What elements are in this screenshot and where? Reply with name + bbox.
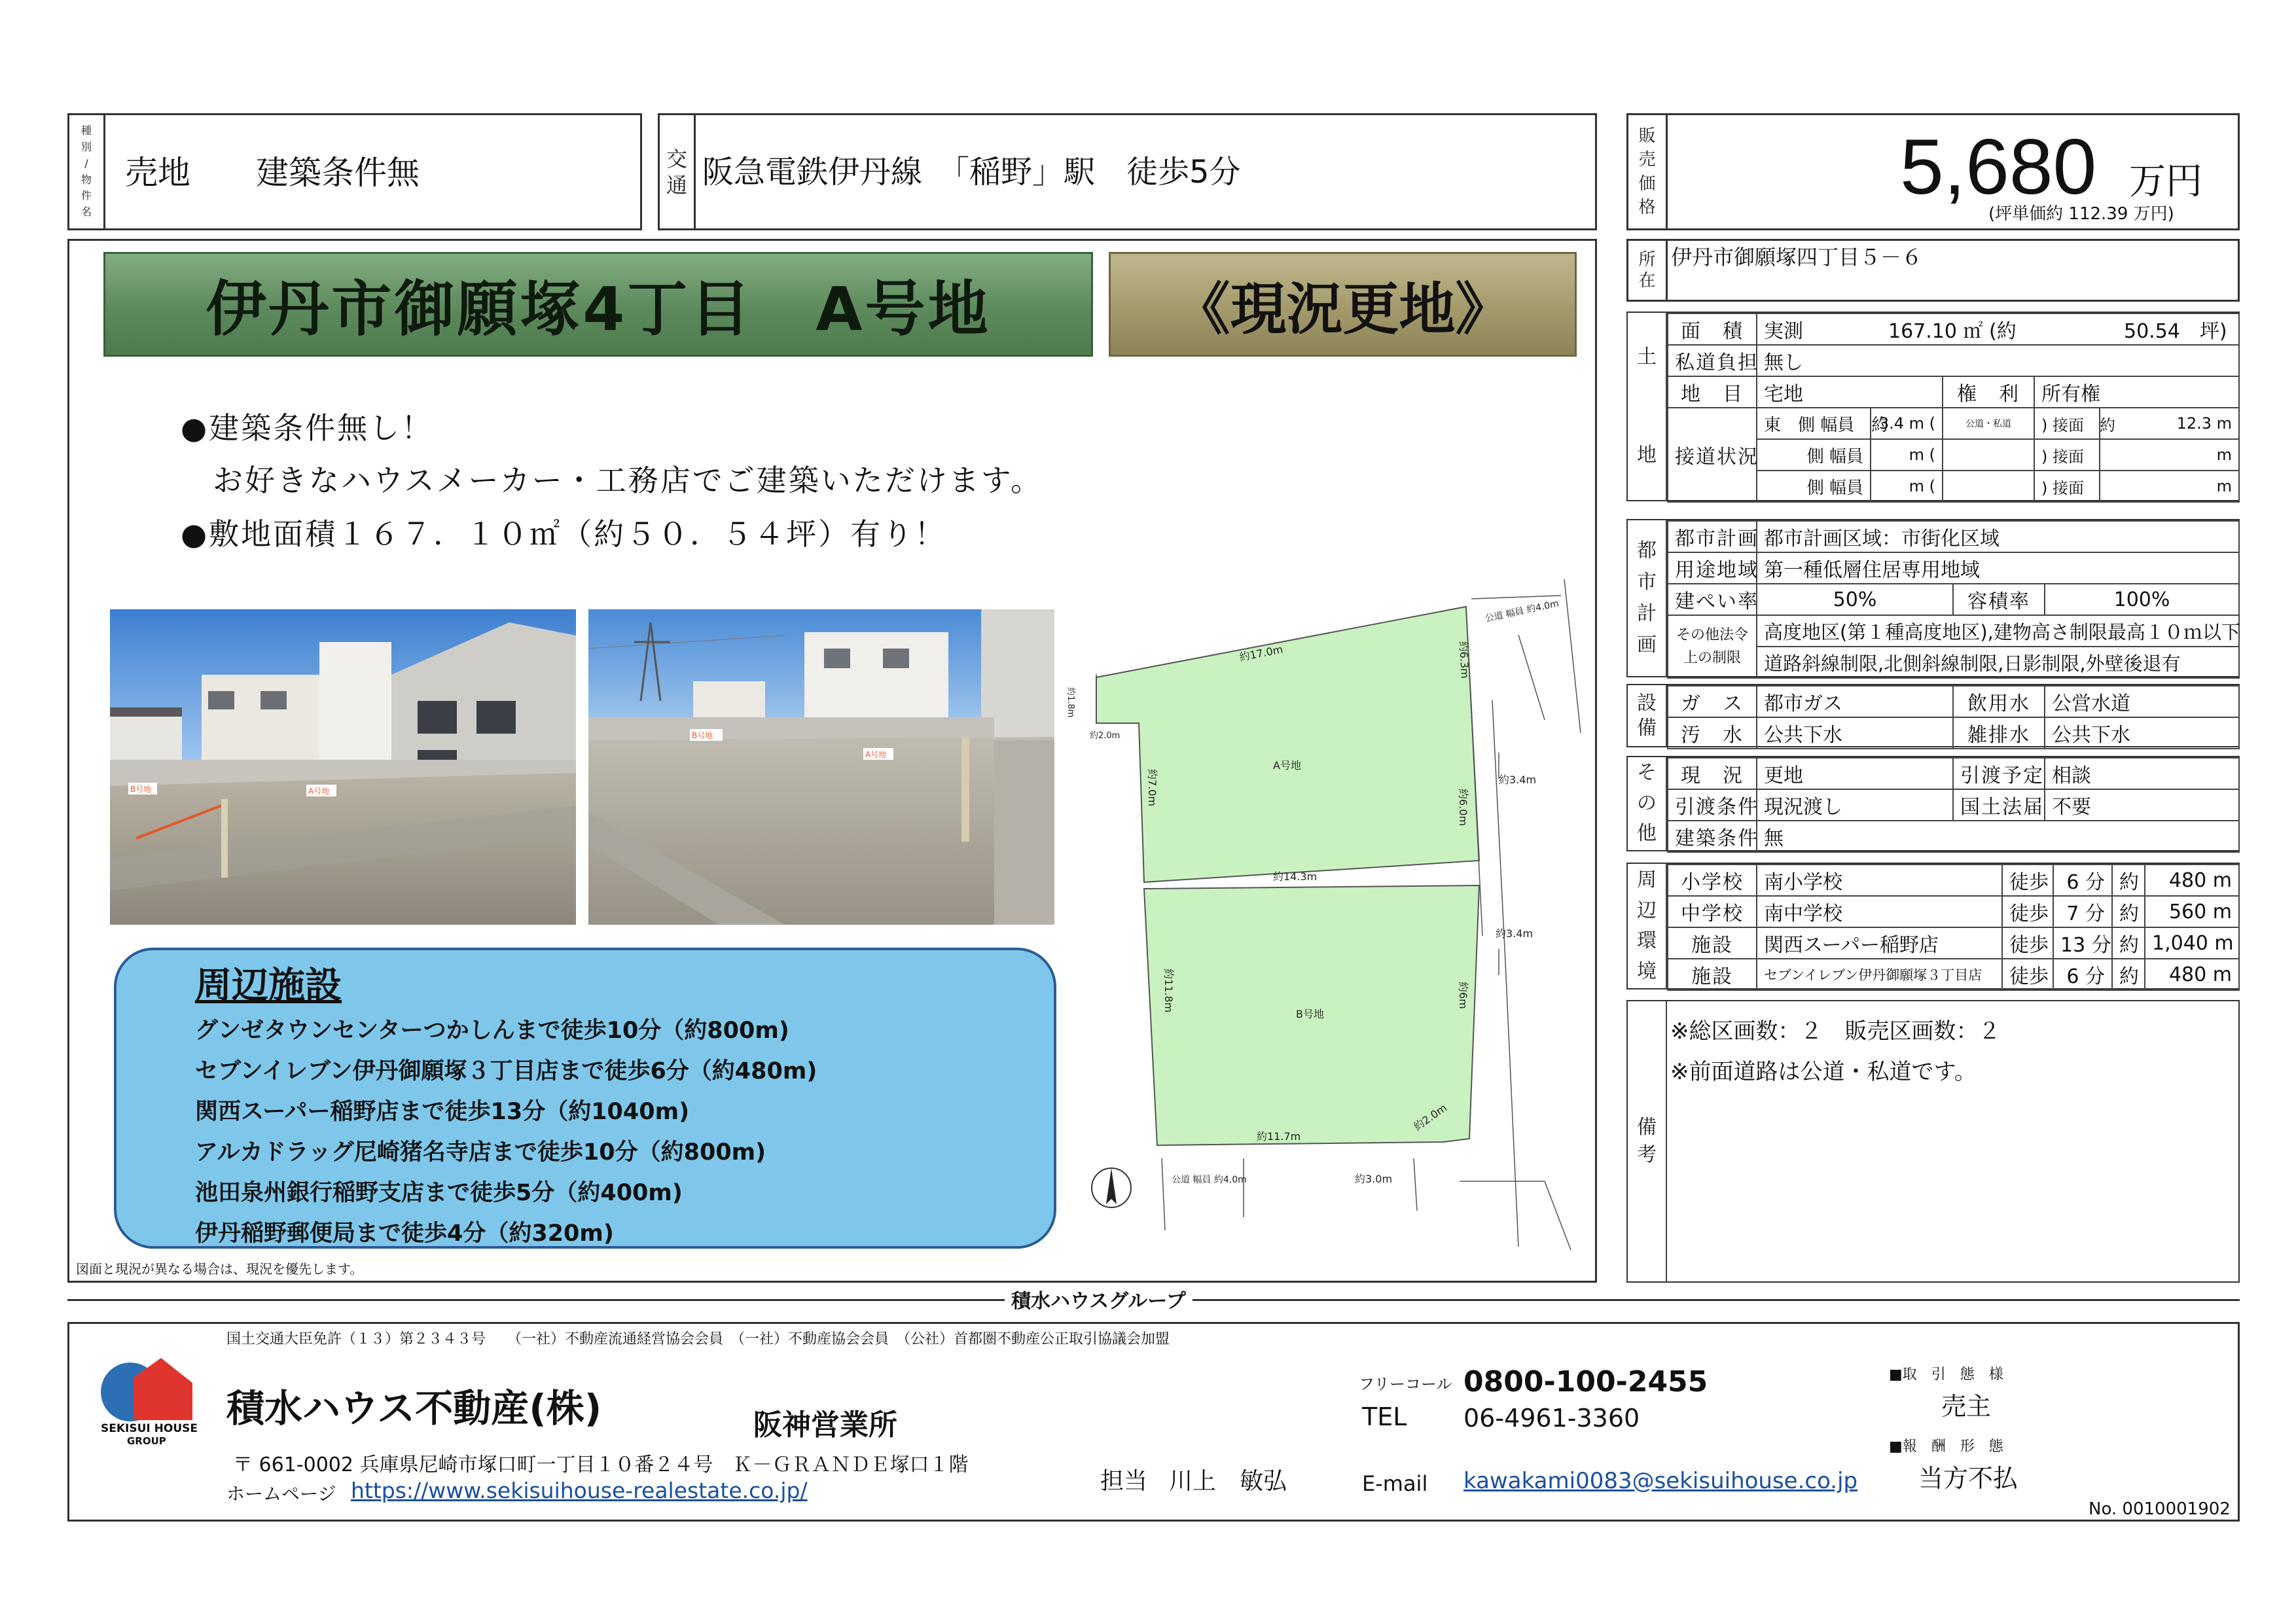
- env-min: 6 分: [2053, 865, 2112, 896]
- plan-road-bottom: 公道 幅員 約4.0m: [1172, 1175, 1247, 1185]
- remarks-line-2: ※前面道路は公道・私道です。: [1670, 1059, 1977, 1085]
- facility-item: アルカドラッグ尼崎猪名寺店まで徒歩10分（約800m): [195, 1139, 766, 1166]
- access-dir: 東 側 幅員 約: [1757, 408, 1871, 439]
- sekisui-house-logo-icon: [94, 1358, 199, 1423]
- site-plan: [1047, 569, 1590, 1257]
- transport-value: 阪急電鉄伊丹線 「稲野」駅 徒歩5分: [702, 154, 1241, 190]
- env-name: セブンイレブン伊丹御願塚３丁目店: [1757, 959, 2002, 990]
- email-label: E-mail: [1362, 1471, 1428, 1496]
- status-value: 更地: [1757, 758, 1953, 789]
- gas-label: ガ ス: [1668, 686, 1757, 717]
- plan-dim-step-h: 約2.0m: [1090, 731, 1121, 741]
- site-photo-right: [588, 609, 1054, 925]
- land-section-label: 土 地: [1628, 313, 1667, 500]
- access-width: m (: [1871, 439, 1943, 471]
- env-type: 中学校: [1668, 896, 1757, 927]
- access-len: m: [2100, 471, 2239, 502]
- env-type: 施設: [1668, 959, 1757, 990]
- env-name: 南中学校: [1757, 896, 2002, 927]
- price-value: 5,680: [1900, 123, 2097, 211]
- category-value: 宅地: [1757, 376, 1943, 408]
- drain-value: 公共下水: [2045, 717, 2239, 749]
- env-dist: 560 m: [2145, 896, 2239, 927]
- person-label: 担当: [1100, 1468, 1148, 1495]
- freecall-label: フリーコール: [1359, 1375, 1452, 1393]
- drain-label: 雑排水: [1953, 717, 2045, 749]
- handover-cond-value: 現況渡し: [1757, 789, 1953, 821]
- facility-item: セブンイレブン伊丹御願塚３丁目店まで徒歩6分（約480m): [195, 1058, 817, 1084]
- location-value: 伊丹市御願塚四丁目５－６: [1671, 245, 1923, 270]
- env-walk: 徒歩: [2002, 959, 2053, 990]
- banner-title: 伊丹市御願塚4丁目 A号地: [103, 252, 1093, 357]
- trade-value: 売主: [1941, 1392, 1992, 1421]
- access-dir: 側 幅員: [1757, 439, 1871, 471]
- facility-item: 関西スーパー稲野店まで徒歩13分（約1040m): [195, 1099, 690, 1125]
- highlight-1: ●建築条件無し！: [181, 410, 434, 446]
- city-plan-label: 都市計画: [1668, 521, 1757, 552]
- trade-label: ■取 引 態 様: [1889, 1366, 2003, 1383]
- other-section-label: そ の 他: [1628, 757, 1667, 850]
- env-walk: 徒歩: [2002, 865, 2053, 896]
- other-table: [1667, 757, 2240, 853]
- env-type: 小学校: [1668, 865, 1757, 896]
- company-name: 積水ハウス不動産(株): [226, 1386, 602, 1431]
- disclaimer: 図面と現況が異なる場合は、現況を優先します。: [76, 1261, 363, 1277]
- water-label: 飲用水: [1953, 686, 2045, 717]
- group-name: 積水ハウスグループ: [1005, 1285, 1193, 1313]
- env-approx: 約: [2112, 865, 2145, 896]
- facilities-title: 周辺施設: [195, 965, 342, 1007]
- planning-table: [1667, 520, 2240, 679]
- environment-table: [1667, 864, 2240, 991]
- remarks-line-1: ※総区画数：２ 販売区画数：２: [1670, 1018, 2001, 1044]
- plan-dim-left-b: 約11.8m: [1162, 969, 1175, 1013]
- plan-dim-right-b: 約6m: [1457, 982, 1469, 1009]
- plan-lot-b-label: B号地: [1296, 1008, 1324, 1020]
- photo-right-label-b: B号地: [692, 731, 713, 740]
- price-per-tsubo: (坪単価約 112.39 万円): [1988, 204, 2174, 224]
- person-name: 川上 敏弘: [1169, 1468, 1287, 1495]
- banner-status: 《現況更地》: [1109, 252, 1577, 357]
- plan-dim-bottom: 約11.7m: [1257, 1130, 1301, 1143]
- transport-label: 交 通: [660, 115, 696, 228]
- other-law-value-2: 道路斜線制限,北側斜線制限,日影制限,外壁後退有: [1757, 647, 2239, 678]
- location-box: [1626, 239, 2240, 302]
- transport-box: [658, 113, 1597, 230]
- land-section: [1626, 312, 2240, 501]
- far-value: 100%: [2045, 584, 2239, 615]
- sewage-value: 公共下水: [1757, 717, 1953, 749]
- kind-value: 売地 建築条件無: [125, 154, 420, 192]
- plan-dim-right-a: 約6.3m: [1457, 641, 1471, 679]
- plan-dim-corner: 約2.0m: [1411, 1101, 1450, 1133]
- env-dist: 1,040 m: [2145, 927, 2239, 959]
- area-label: 面 積: [1668, 313, 1757, 345]
- other-law-value-1: 高度地区(第１種高度地区),建物高さ制限最高１０ｍ以下: [1757, 615, 2239, 647]
- north-arrow-icon: [1106, 1168, 1117, 1204]
- env-min: 13 分: [2053, 927, 2112, 959]
- plan-dim-step-v: 約1.8m: [1066, 687, 1075, 718]
- area-tsubo: 50.54 坪): [2124, 320, 2227, 343]
- company-box: [67, 1322, 2240, 1522]
- highlight-3: ●敷地面積１６７．１０㎡（約５０．５４坪）有り！: [181, 516, 947, 552]
- build-cond-value: 無: [1757, 821, 2239, 852]
- kind-box: [67, 113, 642, 230]
- plan-dim-side-road2: 約3.4m: [1496, 927, 1534, 940]
- env-name: 関西スーパー稲野店: [1757, 927, 2002, 959]
- category-label: 地 目: [1668, 376, 1757, 408]
- logo-text: SEKISUI HOUSE: [101, 1422, 198, 1435]
- utilities-section-label: 設 備: [1628, 685, 1667, 746]
- plan-dim-middle: 約14.3m: [1273, 870, 1318, 883]
- access-contact: ) 接面 約: [2034, 408, 2100, 439]
- access-dir: 側 幅員: [1757, 471, 1871, 502]
- kind-label: 種 別 / 物 件 名: [69, 115, 105, 228]
- handover-value: 相談: [2045, 758, 2239, 789]
- other-section: [1626, 756, 2240, 851]
- document-number: No. 0010001902: [2089, 1499, 2231, 1519]
- private-road-value: 無し: [1757, 345, 2239, 376]
- zone-value: 第一種低層住居専用地域: [1757, 552, 2239, 584]
- bcr-label: 建ぺい率: [1668, 584, 1757, 615]
- access-label: 接道状況: [1668, 408, 1757, 502]
- env-type: 施設: [1668, 927, 1757, 959]
- far-label: 容積率: [1953, 584, 2045, 615]
- highlight-2: お好きなハウスメーカー・工務店でご建築いただけます。: [181, 463, 1043, 498]
- email-link[interactable]: kawakami0083@sekisuihouse.co.jp: [1463, 1468, 1858, 1494]
- freecall-number[interactable]: 0800-100-2455: [1463, 1365, 1708, 1399]
- access-kind: [1943, 439, 2034, 471]
- license-text: 国土交通大臣免許（１３）第２３４３号 （一社）不動産流通経営協会会員 （一社）不動産協会会員 （公社）首都圏不動産公正取引協議会加盟: [226, 1331, 1170, 1347]
- plan-dim-top: 約17.0m: [1238, 643, 1284, 664]
- handover-cond-label: 引渡条件: [1668, 789, 1757, 821]
- access-len: m: [2100, 439, 2239, 471]
- price-box: [1626, 113, 2240, 230]
- plan-dim-side-road1: 約3.4m: [1499, 774, 1537, 786]
- facilities-box: [114, 948, 1056, 1249]
- access-contact: ) 接面: [2034, 471, 2100, 502]
- tel-number[interactable]: 06-4961-3360: [1463, 1404, 1640, 1433]
- handover-label: 引渡予定: [1953, 758, 2045, 789]
- price-unit: 万円: [2129, 160, 2202, 203]
- utilities-section: [1626, 684, 2240, 747]
- env-walk: 徒歩: [2002, 896, 2053, 927]
- env-walk: 徒歩: [2002, 927, 2053, 959]
- status-label: 現 況: [1668, 758, 1757, 789]
- land-table: [1667, 313, 2240, 503]
- lot-a-area: [1096, 607, 1479, 882]
- plan-dim-bottom-road: 約3.0m: [1355, 1173, 1393, 1185]
- photo-right-label-a: A号地: [865, 750, 887, 759]
- access-kind: 公道・私道: [1943, 408, 2034, 439]
- fee-value: 当方不払: [1918, 1464, 2018, 1493]
- private-road-label: 私道負担: [1668, 345, 1757, 376]
- build-cond-label: 建築条件: [1668, 821, 1757, 852]
- photo-left-label-a: A号地: [308, 787, 330, 796]
- access-width: 3.4 m (: [1871, 408, 1943, 439]
- env-approx: 約: [2112, 896, 2145, 927]
- price-label: 販 売 価 格: [1628, 115, 1668, 228]
- plan-lot-a-label: A号地: [1273, 759, 1301, 772]
- access-len: 12.3 m: [2100, 408, 2239, 439]
- facility-item: グンゼタウンセンターつかしんまで徒歩10分（約800m): [195, 1018, 789, 1044]
- right-label: 権 利: [1943, 376, 2034, 408]
- env-min: 6 分: [2053, 959, 2112, 990]
- env-name: 南小学校: [1757, 865, 2002, 896]
- location-label: 所 在: [1628, 241, 1668, 300]
- company-address: 〒 661-0002 兵庫県尼崎市塚口町一丁目１０番２４号 Ｋ－ＧＲＡＮＤＥ塚口１階: [233, 1454, 969, 1476]
- env-approx: 約: [2112, 927, 2145, 959]
- remarks-section: [1626, 1000, 2240, 1283]
- plan-road-top: 公道 幅員 約4.0m: [1484, 598, 1560, 624]
- access-contact: ) 接面: [2034, 439, 2100, 471]
- homepage-link[interactable]: https://www.sekisuihouse-realestate.co.jp/: [351, 1478, 808, 1503]
- photo-left-label-b: B号地: [130, 785, 152, 794]
- sewage-label: 汚 水: [1668, 717, 1757, 749]
- env-dist: 480 m: [2145, 959, 2239, 990]
- utilities-table: [1667, 685, 2240, 749]
- bcr-value: 50%: [1757, 584, 1953, 615]
- logo-sub: GROUP: [127, 1435, 166, 1447]
- other-law-label: その他法令 上の制限: [1668, 615, 1757, 678]
- planning-section: [1626, 519, 2240, 677]
- land-law-value: 不要: [2045, 789, 2239, 821]
- zone-label: 用途地域: [1668, 552, 1757, 584]
- gas-value: 都市ガス: [1757, 686, 1953, 717]
- city-plan-value: 都市計画区域：市街化区域: [1757, 521, 2239, 552]
- facility-item: 池田泉州銀行稲野支店まで徒歩5分（約400m): [195, 1180, 683, 1206]
- access-width: m (: [1871, 471, 1943, 502]
- env-dist: 480 m: [2145, 865, 2239, 896]
- tel-label: TEL: [1362, 1402, 1407, 1431]
- plan-dim-right-a2: 約6.0m: [1457, 789, 1469, 827]
- branch-name: 阪神営業所: [753, 1408, 897, 1442]
- remarks-section-label: 備 考: [1628, 1001, 1667, 1281]
- planning-section-label: 都 市 計 画: [1628, 520, 1667, 676]
- right-value: 所有権: [2034, 376, 2239, 408]
- fee-label: ■報 酬 形 態: [1889, 1438, 2003, 1455]
- plan-dim-left-a: 約7.0m: [1146, 769, 1158, 807]
- access-kind: [1943, 471, 2034, 502]
- area-sqm: 167.10 ㎡ (約: [1888, 320, 2017, 343]
- facility-item: 伊丹稲野郵便局まで徒歩4分（約320m): [195, 1221, 614, 1247]
- env-approx: 約: [2112, 959, 2145, 990]
- homepage-label: ホームページ: [226, 1483, 336, 1505]
- area-method: 実測: [1764, 320, 1803, 343]
- water-value: 公営水道: [2045, 686, 2239, 717]
- environment-section: [1626, 863, 2240, 990]
- site-photo-left: [110, 609, 576, 925]
- land-law-label: 国土法届: [1953, 789, 2045, 821]
- environment-section-label: 周 辺 環 境: [1628, 864, 1667, 988]
- env-min: 7 分: [2053, 896, 2112, 927]
